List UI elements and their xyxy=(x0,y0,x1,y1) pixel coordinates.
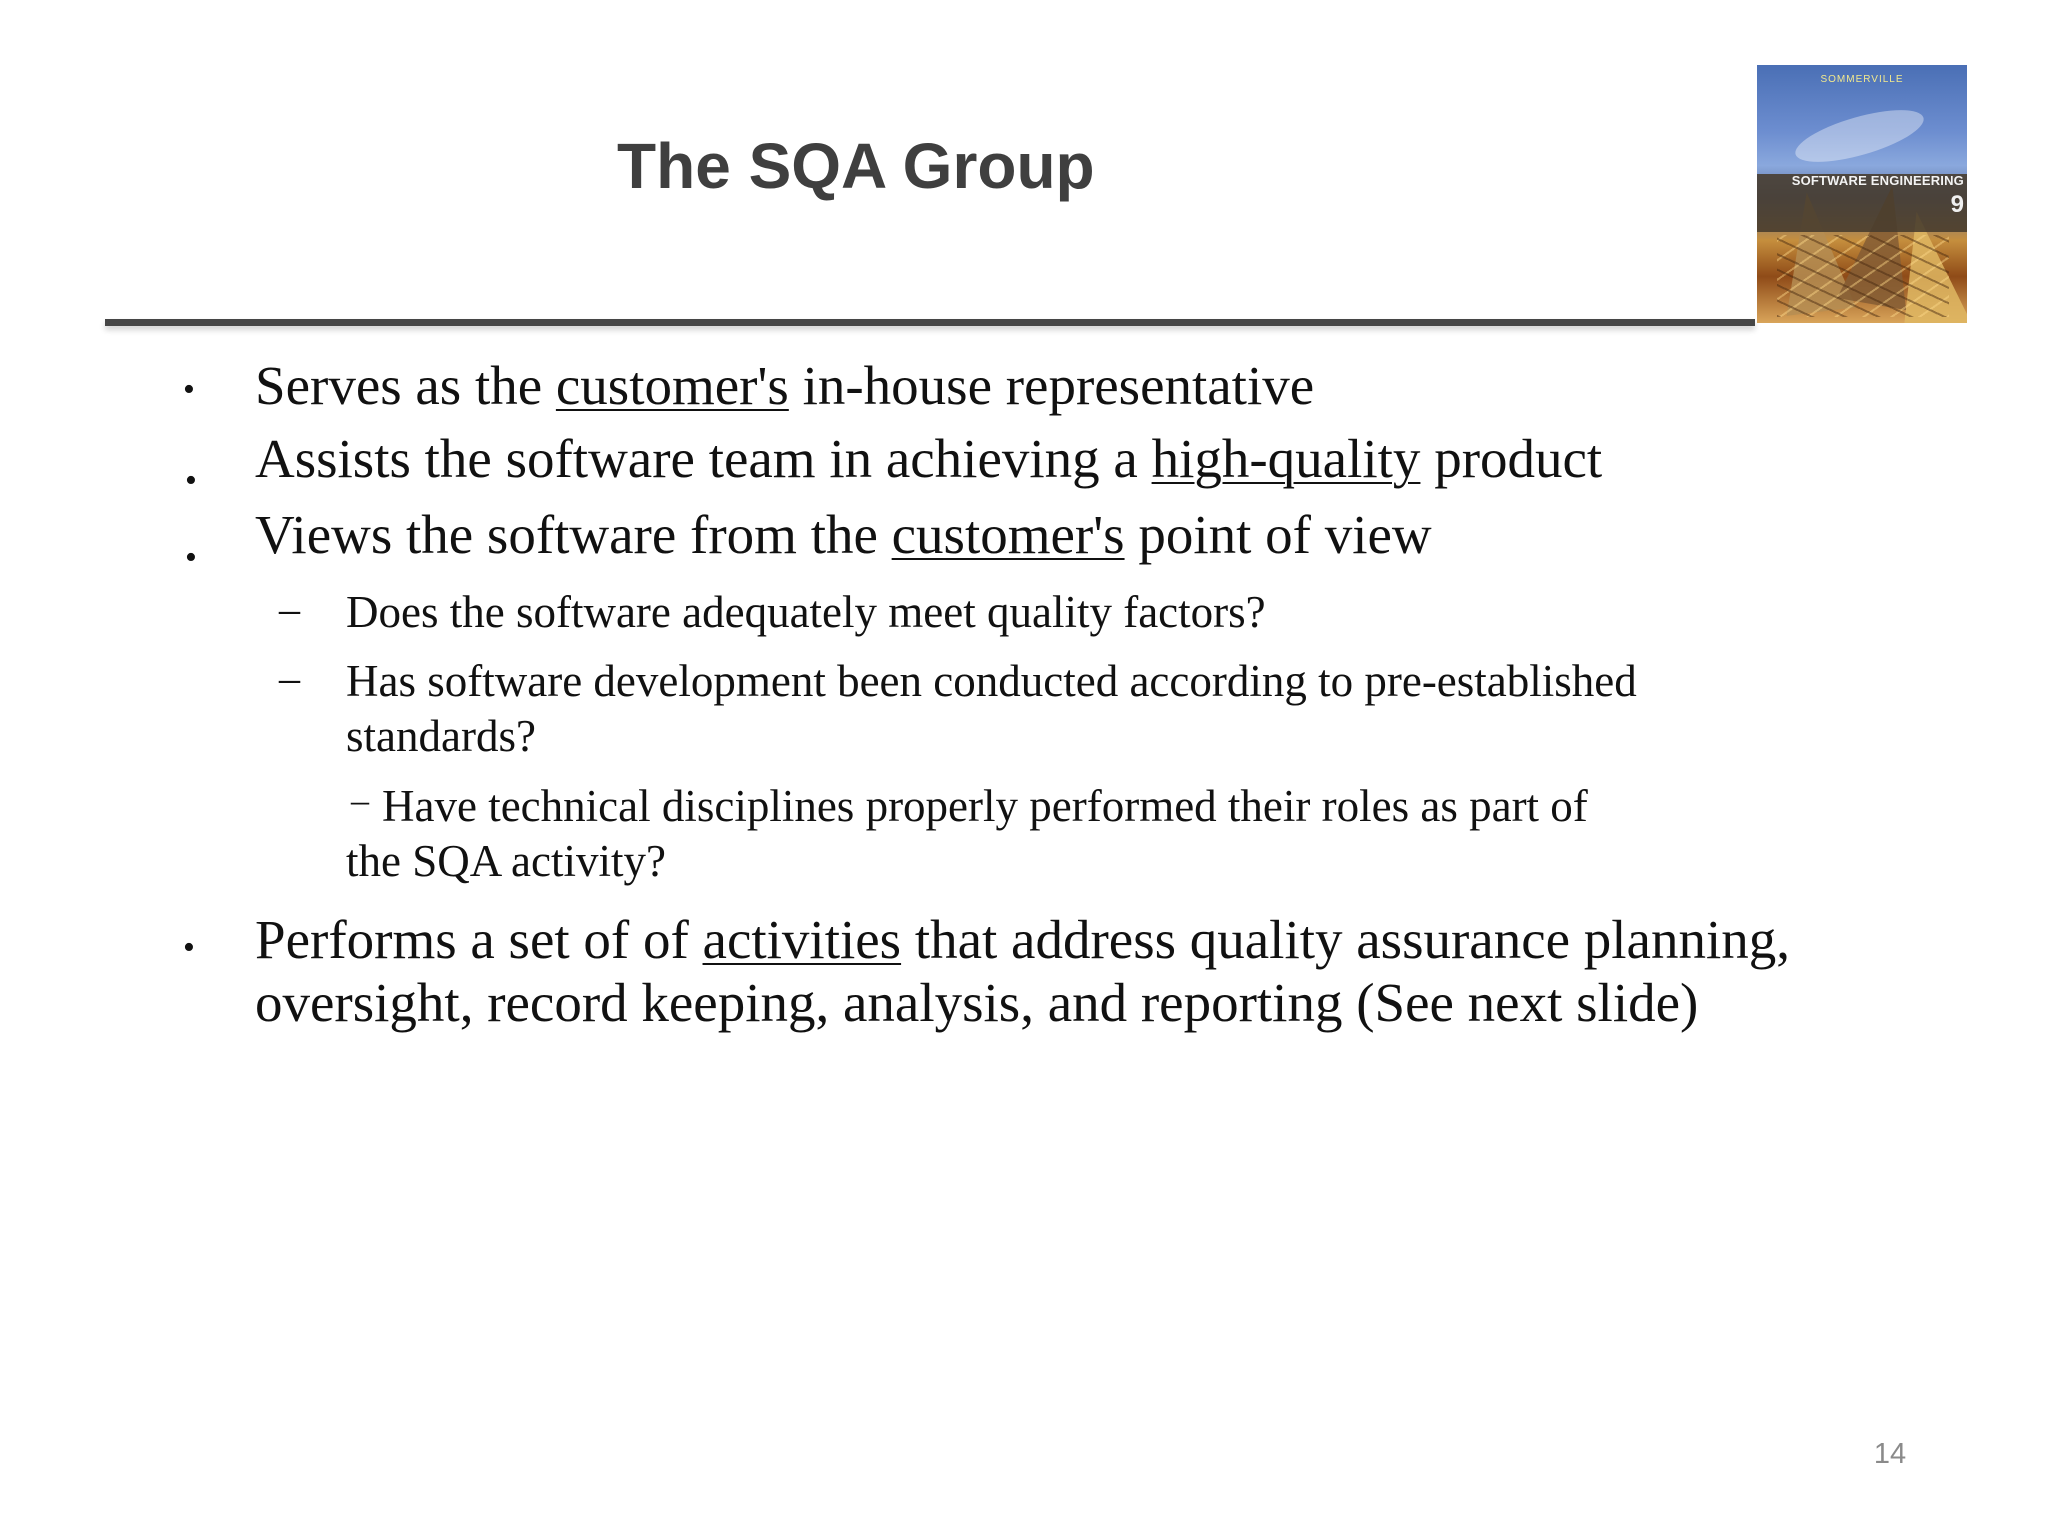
bullet-text-part: point of view xyxy=(1124,504,1432,565)
bullet-text-part: in-house representative xyxy=(788,355,1315,416)
bullet-icon: • xyxy=(183,929,195,966)
bullet-text-part: Serves as the xyxy=(255,355,556,416)
bullet-text xyxy=(255,503,1432,566)
underlined-term: activities xyxy=(702,909,902,970)
nested-subitem-text: Have technical disciplines properly performed their roles as part of xyxy=(382,781,1588,831)
subitem-continuation: standards? xyxy=(346,711,536,761)
nested-dash-marker: – xyxy=(351,780,369,820)
nested-subitem-continuation: the SQA activity? xyxy=(346,836,666,886)
bullet-text xyxy=(255,427,1602,490)
bullet-continuation: oversight, record keeping, analysis, and reporting (See next slide) xyxy=(255,972,1699,1033)
dash-marker: – xyxy=(279,587,300,633)
underlined-term: customer's xyxy=(555,355,789,416)
underlined-term: customer's xyxy=(891,504,1125,565)
bullet-icon: • xyxy=(183,371,195,408)
dash-marker: – xyxy=(279,656,300,702)
page-number: 14 xyxy=(1873,1438,1907,1470)
bullet-text-part: that address quality assurance planning, xyxy=(901,909,1790,970)
subitem-text: Has software development been conducted according to pre-established xyxy=(346,656,1637,706)
subitem-text: Does the software adequately meet quality factors? xyxy=(346,587,1266,637)
underlined-term: high-quality xyxy=(1151,428,1421,489)
cover-title-text: SOFTWARE ENGINEERING xyxy=(1791,173,1964,188)
bullet-text-part: Assists the software team in achieving a xyxy=(255,428,1152,489)
bullet-text-part: Views the software from the xyxy=(255,504,892,565)
bullet-text-part: product xyxy=(1420,428,1603,489)
cover-top-text: SOMMERVILLE xyxy=(1820,74,1904,85)
bullet-text xyxy=(255,908,1790,971)
bullet-icon: • xyxy=(185,462,197,499)
bullet-text xyxy=(255,354,1314,417)
bullet-text-part: Performs a set of of xyxy=(255,909,703,970)
cover-edition-number: 9 xyxy=(1950,191,1964,218)
slide-title: The SQA Group xyxy=(617,130,1095,202)
bullet-icon: • xyxy=(185,539,197,576)
